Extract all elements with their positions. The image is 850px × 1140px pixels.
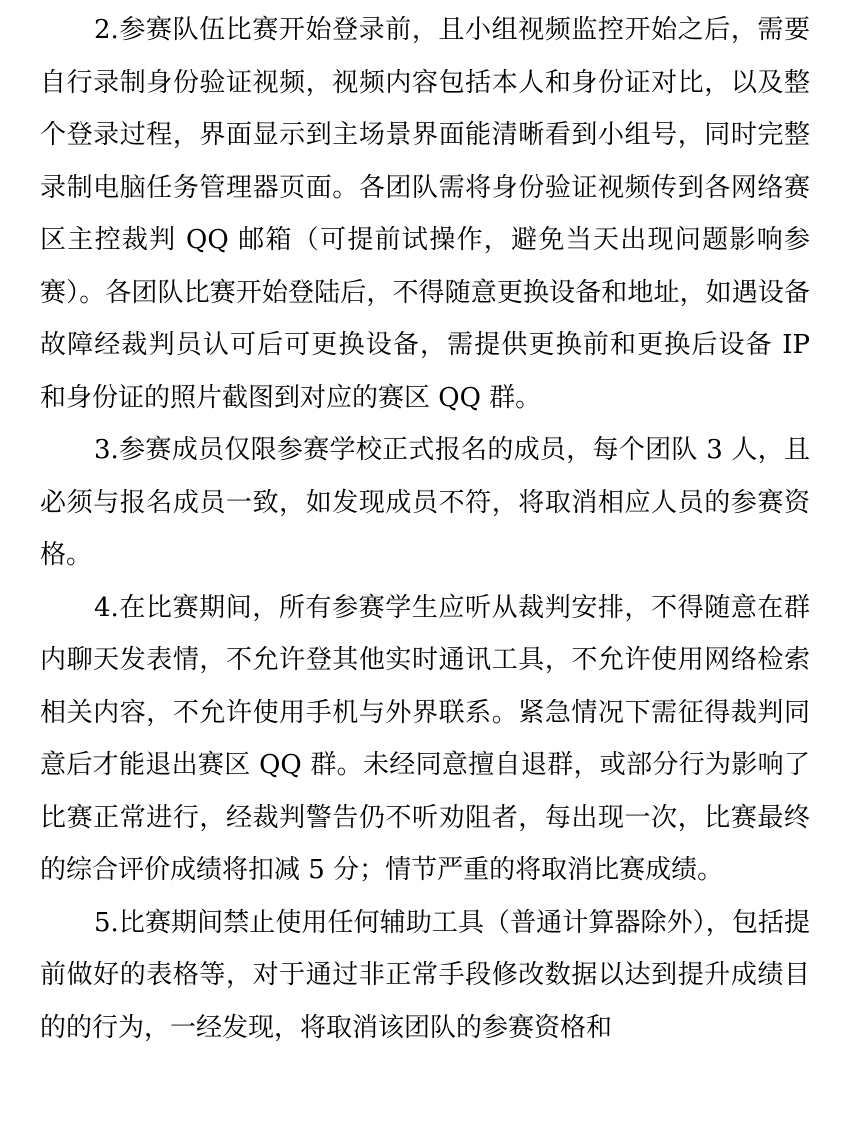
paragraph-text: 参赛成员仅限参赛学校正式报名的成员，每个团队 3 人，且必须与报名成员一致，如发现成员不符，将取消相应人员的参赛资格。	[40, 435, 810, 570]
paragraph-number: 4.	[94, 592, 119, 623]
paragraph-number: 5.	[94, 907, 119, 938]
paragraph-rule-3	[40, 424, 810, 582]
paragraph-text: 比赛期间禁止使用任何辅助工具（普通计算器除外），包括提前做好的表格等，对于通过非正常手段修改数据以达到提升成绩目的的行为，一经发现，将取消该团队的参赛资格和	[40, 907, 810, 1043]
paragraph-text: 参赛队伍比赛开始登录前，且小组视频监控开始之后，需要自行录制身份验证视频，视频内容包括本人和身份证对比，以及整个登录过程，界面显示到主场景界面能清晰看到小组号，同时完整录制电脑任务管理器页面。各团队需将身份验证视频传到各网络赛区主控裁判 QQ 邮箱（可提前试操作，避免当天出现问题影响参赛）。各团队比赛开始登陆后，不得随意更换设备和地址，如遇设备故障经裁判员认可后可更换设备，需提供更换前和更换后设备 IP 和身份证的照片截图到对应的赛区 QQ 群。	[40, 15, 810, 413]
paragraph-number: 2.	[94, 15, 119, 45]
paragraph-rule-4	[40, 582, 810, 897]
document-page	[40, 4, 810, 1054]
paragraph-rule-2	[40, 4, 810, 424]
paragraph-rule-5	[40, 897, 810, 1055]
paragraph-number: 3.	[94, 435, 119, 465]
paragraph-text: 在比赛期间，所有参赛学生应听从裁判安排，不得随意在群内聊天发表情，不允许登其他实时通讯工具，不允许使用网络检索相关内容，不允许使用手机与外界联系。紧急情况下需征得裁判同意后才能退出赛区 QQ 群。未经同意擅自退群，或部分行为影响了比赛正常进行，经裁判警告仍不听劝阻者，每出现一次，比赛最终的综合评价成绩将扣减 5 分；情节严重的将取消比赛成绩。	[40, 592, 810, 885]
